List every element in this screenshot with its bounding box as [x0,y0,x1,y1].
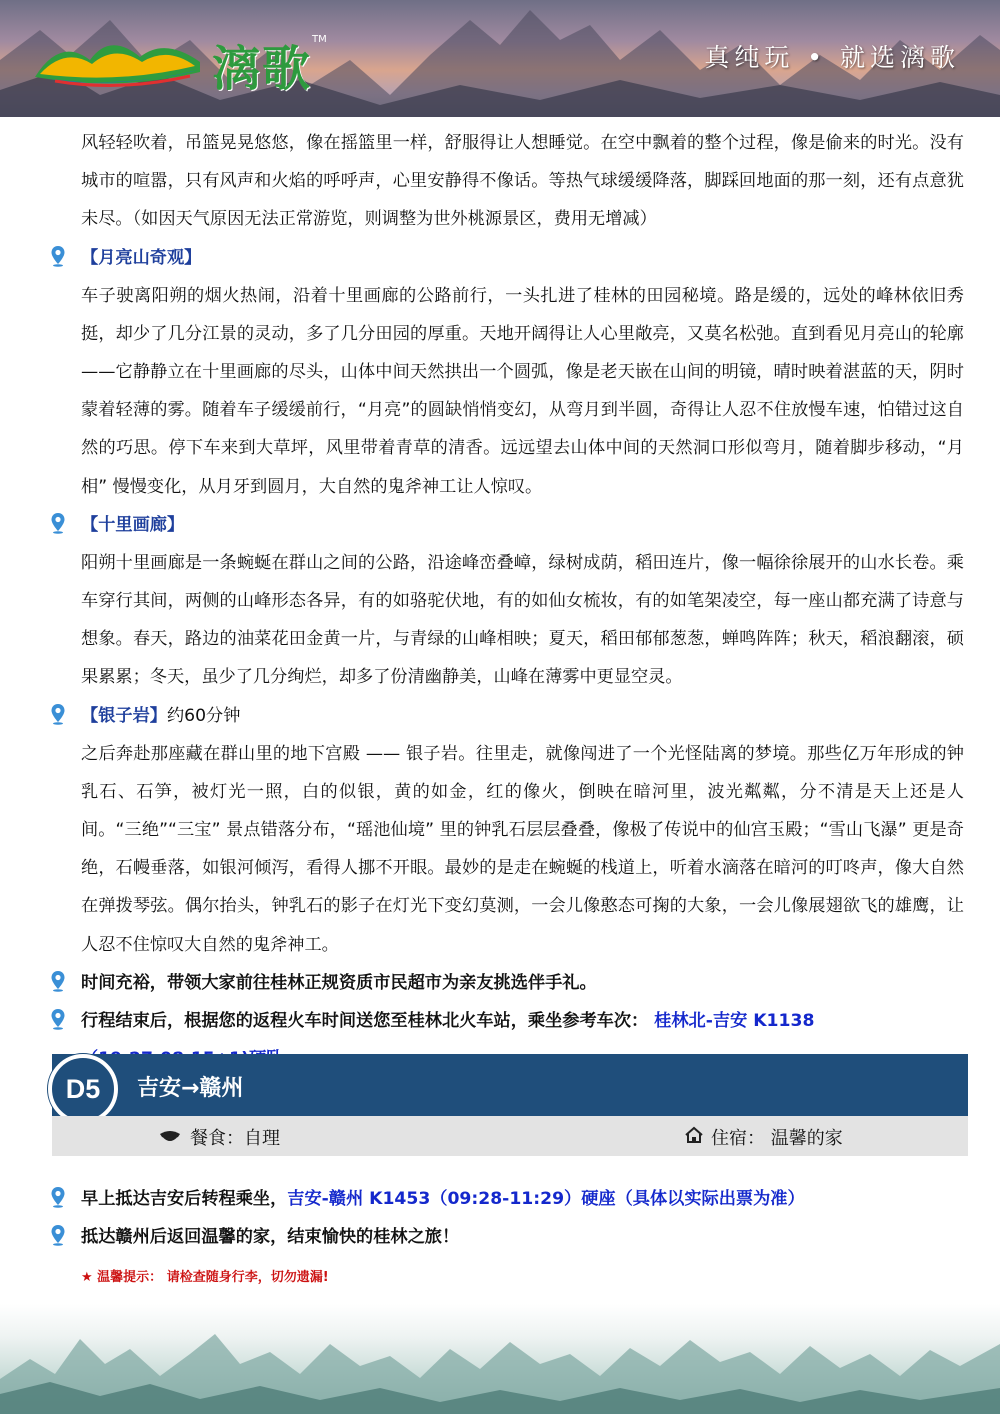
trademark: TM [312,34,327,45]
house-icon [684,1126,704,1144]
note-item [0,1002,1000,1040]
header-banner [0,0,1000,117]
logo-wave-icon [30,32,210,87]
map-pin-icon [50,245,66,267]
karst-mountains [0,1304,1000,1414]
day5-content [0,1180,1000,1256]
warm-tip: ★ 温馨提示： 请检查随身行李，切勿遗漏! [81,1270,329,1285]
return-train: 桂林北-吉安 K1138 [648,1010,815,1031]
section-title: 【月亮山奇观】 [81,247,202,268]
day5-train: 吉安-赣州 K1453（09:28-11:29）硬座（具体以实际出票为准） [287,1189,805,1209]
footer-landscape [0,1304,1000,1414]
day5-return-home: 抵达赣州后返回温馨的家，结束愉快的桂林之旅！ [81,1227,460,1247]
bowl-icon [158,1126,182,1144]
section-title: 【银子岩】 [81,705,167,726]
section-heading [0,239,1000,277]
day5-item [0,1180,1000,1218]
day5-item [0,1218,1000,1256]
section-paragraph: 之后奔赴那座藏在群山里的地下宫殿 —— 银子岩。往里走，就像闯进了一个光怪陆离的梦境。那些亿万年形成的钟乳石、石笋，被灯光一照，白的似银，黄的如金，红的像火，倒映在暗河里，波光粼粼，分不清是天上还是人间。“三绝”“三宝” 景点错落分布，“瑶池仙境” 里的钟乳石层层叠叠，像极了传说中的仙宫玉殿；“雪山飞瀑” 更是奇绝，石幔垂落，如银河倾泻，看得人挪不开眼。最妙的是走在蜿蜒的栈道上，听着水滴落在暗河的叮咚声，像大自然在弹拨琴弦。偶尔抬头，钟乳石的影子在灯光下变幻莫测，一会儿像憨态可掬的大象，一会儿像展翅欲飞的雄鹰，让人忍不住惊叹大自然的鬼斧神工。 [81,743,964,955]
itinerary-content [0,124,1000,1078]
day-route: 吉安→赣州 [137,1076,244,1101]
map-pin-icon [50,1224,66,1246]
day-badge: D5 [48,1054,118,1124]
section-paragraph: 阳朔十里画廊是一条蜿蜒在群山之间的公路，沿途峰峦叠嶂，绿树成荫，稻田连片，像一幅徐徐展开的山水长卷。乘车穿行其间，两侧的山峰形态各异，有的如骆驼伏地，有的如仙女梳妆，有的如笔架凌空，每一座山都充满了诗意与想象。春天，路边的油菜花田金黄一片，与青绿的山峰相映；夏天，稻田郁郁葱葱，蝉鸣阵阵；秋天，稻浪翻滚，硕果累累；冬天，虽少了几分绚烂，却多了份清幽静美，山峰在薄雾中更显空灵。 [81,552,964,688]
section-paragraph: 车子驶离阳朔的烟火热闹，沿着十里画廊的公路前行，一头扎进了桂林的田园秘境。路是缓的，远处的峰林依旧秀挺，却少了几分江景的灵动，多了几分田园的厚重。天地开阔得让人心里敞亮，又莫名松弛。直到看见月亮山的轮廓——它静静立在十里画廊的尽头，山体中间天然拱出一个圆弧，像是老天嵌在山间的明镜，晴时映着湛蓝的天，阴时蒙着轻薄的雾。随着车子缓缓前行，“月亮”的圆缺悄悄变幻，从弯月到半圆，奇得让人忍不住放慢车速，怕错过这自然的巧思。停下车来到大草坪，风里带着青草的清香。远远望去山体中间的天然洞口形似弯月，随着脚步移动，“月相” 慢慢变化，从月牙到圆月，大自然的鬼斧神工让人惊叹。 [81,285,964,497]
brand-name: 漓歌 [212,41,313,97]
brand-logo [30,22,330,97]
header-slogan: 真纯玩 • 就选漓歌 [704,43,960,72]
map-pin-icon [50,970,66,992]
section-title: 【十里画廊】 [81,514,185,535]
shopping-note: 时间充裕，带领大家前往桂林正规资质市民超市为亲友挑选伴手礼。 [81,972,597,993]
return-note: 行程结束后，根据您的返程火车时间送您至桂林北火车站，乘坐参考车次： [81,1010,649,1031]
section-heading [0,697,1000,735]
map-pin-icon [50,1186,66,1208]
map-pin-icon [50,1008,66,1030]
map-pin-icon [50,703,66,725]
section-duration: 约60分钟 [166,705,241,726]
map-pin-icon [50,512,66,534]
meal-info: 餐食：自理 [190,1128,280,1149]
intro-paragraph: 风轻轻吹着，吊篮晃晃悠悠，像在摇篮里一样，舒服得让人想睡觉。在空中飘着的整个过程，像是偷来的时光。没有城市的喧嚣，只有风声和火焰的呼呼声，心里安静得不像话。等热气球缓缓降落，脚踩回地面的那一刻，还有点意犹未尽。（如因天气原因无法正常游览，则调整为世外桃源景区，费用无增减） [81,133,964,230]
note-item [0,964,1000,1002]
day5-transfer-text: 早上抵达吉安后转程乘坐， [81,1189,288,1209]
section-heading [0,506,1000,544]
stay-info: 住宿： 温馨的家 [711,1128,843,1149]
